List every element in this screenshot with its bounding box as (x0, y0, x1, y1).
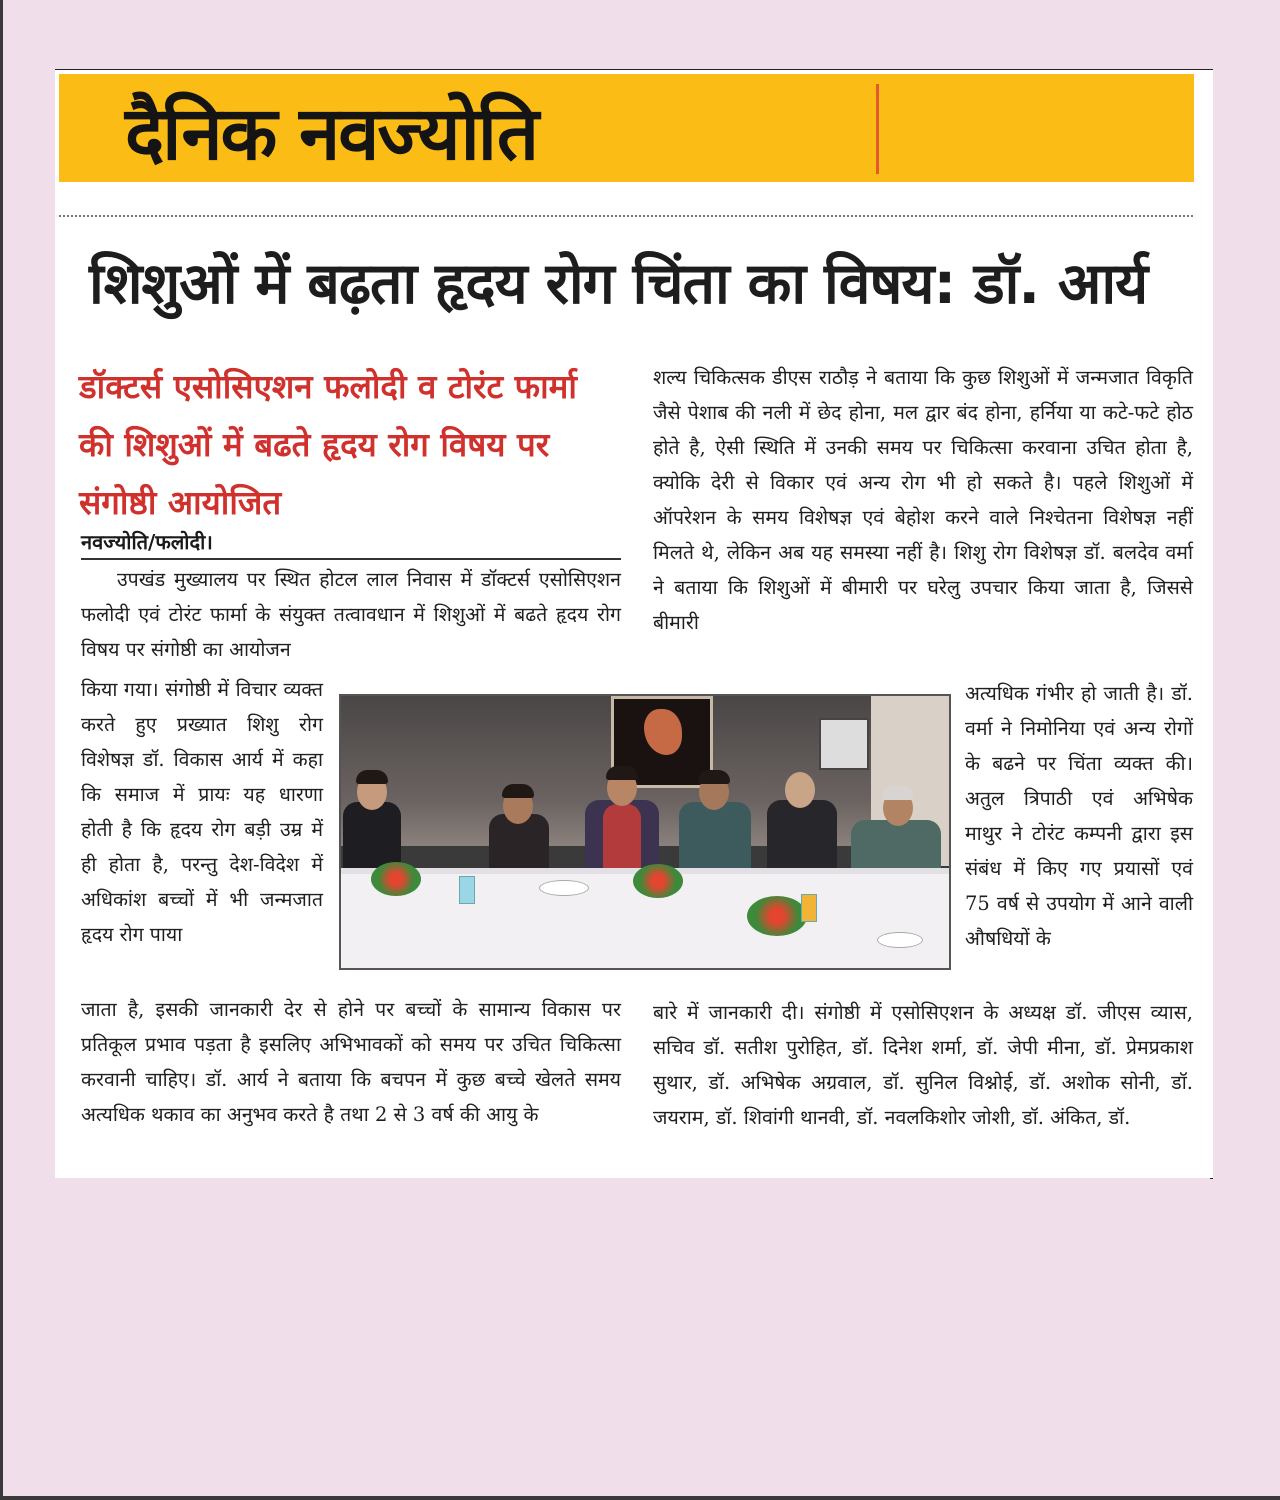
column-1-bottom-paragraph: जाता है, इसकी जानकारी देर से होने पर बच्चों के सामान्य विकास पर प्रतिकूल प्रभाव पड़ता है इसलिए अभिभावकों को समय पर उचित चिकित्सा करवानी चाहिए। डॉ. आर्य ने बताया कि बचपन में कुछ बच्चे खेलते समय अत्यधिक थकाव का अनुभव करते है तथा 2 से 3 वर्ष की आयु के (81, 998, 621, 1126)
article-subhead: डॉक्टर्स एसोसिएशन फलोदी व टोरंट फार्मा की शिशुओं में बढते हृदय रोग विषय पर संगोष्ठी आयोजित (79, 367, 577, 522)
dotted-separator (59, 215, 1193, 217)
wall-sign (819, 718, 869, 770)
newspaper-clipping (55, 70, 1213, 1178)
flower-bouquet (371, 862, 421, 896)
dateline-rule (81, 558, 621, 560)
newspaper-name: दैनिक नवज्योति (125, 91, 538, 177)
water-glass (459, 876, 475, 904)
column-2-top-paragraph: शल्य चिकित्सक डीएस राठौड़ ने बताया कि कुछ शिशुओं में जन्मजात विकृति जैसे पेशाब की नली में छेद होना, मल द्वार बंद होना, हर्निया या कटे-फटे होठ होते है, ऐसी स्थिति में उनकी समय पर चिकित्सा करवाना उचित होता है, क्योकि देरी से विकार एवं अन्य रोग भी हो सकते है। पहले शिशुओं में ऑपरेशन के समय विशेषज्ञ एवं बेहोश करने वाले निश्चेतना विशेषज्ञ नहीं मिलते थे, लेकिन अब यह समस्या नहीं है। शिशु रोग विशेषज्ञ डॉ. बलदेव वर्मा ने बताया कि शिशुओं में बीमारी पर घरेलु उपचार किया जाता है, जिससे बीमारी (653, 366, 1193, 634)
column-1-top-paragraph: उपखंड मुख्यालय पर स्थित होटल लाल निवास में डॉक्टर्स एसोसिएशन फलोदी एवं टोरंट फार्मा के संयुक्त तत्वावधान में शिशुओं में बढते हृदय रोग विषय पर संगोष्ठी का आयोजन (81, 568, 621, 661)
article-headline: शिशुओं में बढ़ता हृदय रोग चिंता का विषय: डॉ. आर्य (89, 251, 1148, 317)
frame-left-border (0, 0, 3, 1500)
frame-bottom-border (0, 1496, 1280, 1500)
masthead-divider (876, 84, 879, 174)
seminar-photo (339, 694, 951, 970)
dateline: नवज्योति/फलोदी। (81, 530, 213, 554)
column-1-wrap-paragraph: किया गया। संगोष्ठी में विचार व्यक्त करते हुए प्रख्यात शिशु रोग विशेषज्ञ डॉ. विकास आर्य में कहा कि समाज में प्रायः यह धारणा होती है कि हृदय रोग बड़ी उम्र में ही होता है, परन्तु देश-विदेश में अधिकांश बच्चों में भी जन्मजात हृदय रोग पाया (81, 678, 323, 946)
column-2-bottom-paragraph: बारे में जानकारी दी। संगोष्ठी में एसोसिएशन के अध्यक्ष डॉ. जीएस व्यास, सचिव डॉ. सतीश पुरोहित, डॉ. दिनेश शर्मा, डॉ. जेपी मीना, डॉ. प्रेमप्रकाश सुथार, डॉ. अभिषेक अग्रवाल, डॉ. सुनिल विश्नोई, डॉ. अशोक सोनी, डॉ. जयराम, डॉ. शिवांगी थानवी, डॉ. नवलकिशोर जोशी, डॉ. अंकित, डॉ. (653, 1001, 1193, 1129)
masthead (59, 74, 1194, 182)
column-2-wrap-paragraph: अत्यधिक गंभीर हो जाती है। डॉ. वर्मा ने निमोनिया एवं अन्य रोगों के बढने पर चिंता व्यक्त की। अतुल त्रिपाठी एवं अभिषेक माथुर ने टोरंट कम्पनी द्वारा इस संबंध में किए गए प्रयासों एवं 75 वर्ष से उपयोग में आने वाली औषधियों के (965, 682, 1193, 950)
